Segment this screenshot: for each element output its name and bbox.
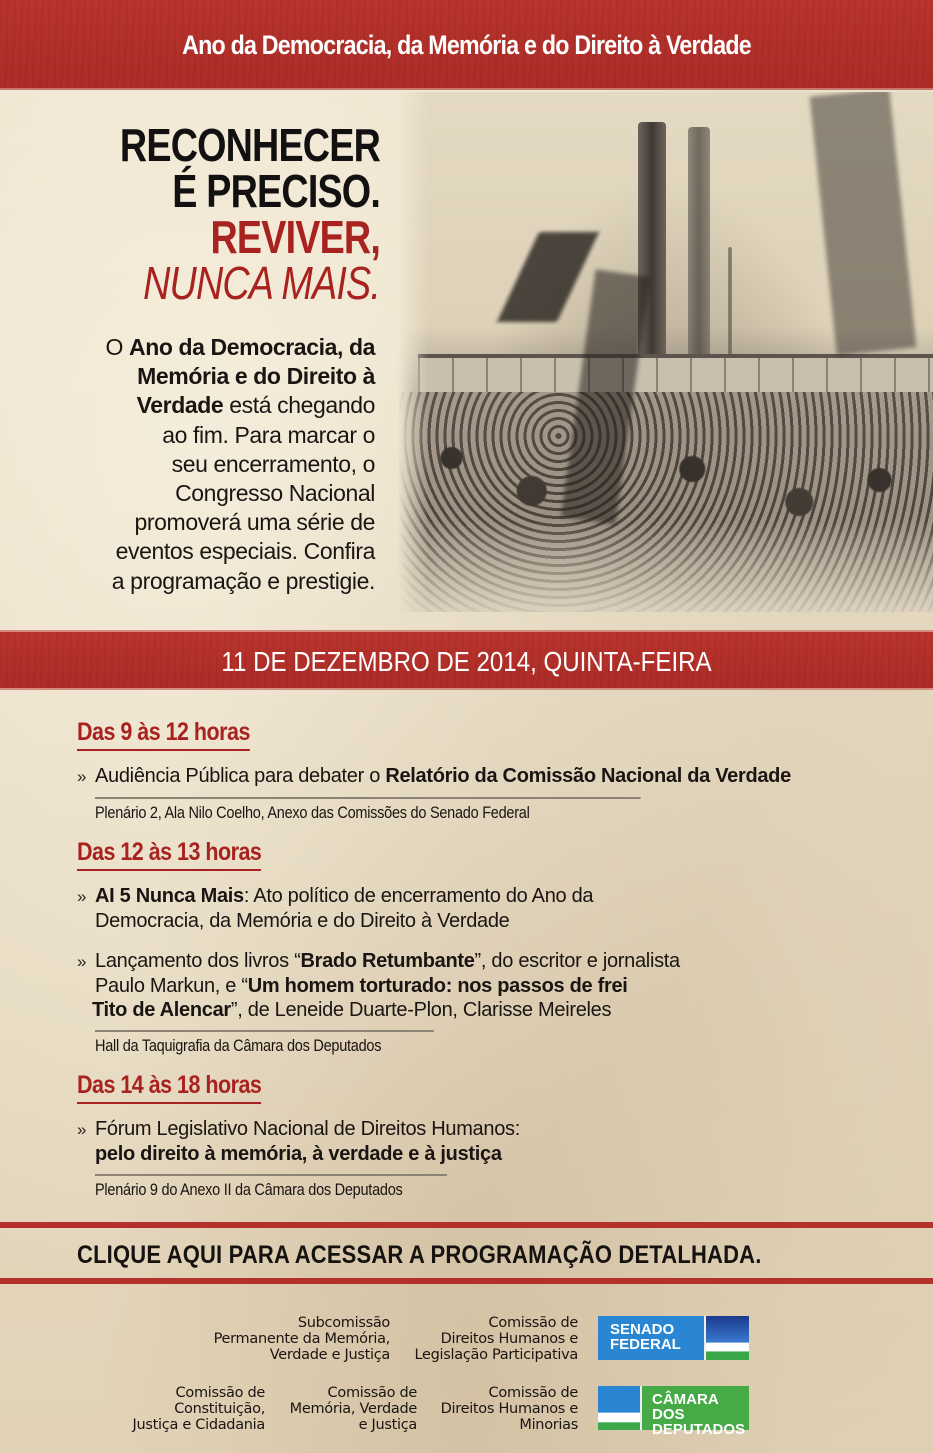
intro-text: seu encerramento, o	[171, 450, 375, 477]
item-text-bold: pelo direito à memória, à verdade e à justiça	[95, 1143, 502, 1165]
intro-text: O	[105, 334, 130, 360]
item-text-bold: Brado Retumbante	[300, 950, 475, 972]
org-line: Legislação Participativa	[414, 1347, 578, 1363]
senado-federal-logo	[598, 1316, 749, 1360]
flag-pole	[728, 247, 732, 362]
org-memoria-verdade	[290, 1385, 417, 1433]
intro-text: promoverá uma série de	[134, 509, 375, 536]
intro-bold: Verdade	[136, 392, 224, 419]
flag-shape	[497, 232, 599, 322]
detailed-program-link[interactable]: CLIQUE AQUI PARA ACESSAR A PROGRAMAÇÃO DETALHADA.	[77, 1241, 762, 1269]
headline-line-4: NUNCA MAIS.	[143, 257, 380, 309]
org-line: e Justiça	[358, 1417, 417, 1433]
org-line: Memória, Verdade	[289, 1401, 417, 1417]
protest-photo	[398, 92, 933, 612]
org-line: Comissão de	[488, 1385, 578, 1401]
photo-fade	[398, 522, 933, 612]
intro-text: Congresso Nacional	[175, 480, 375, 507]
org-line: Subcomissão	[297, 1315, 390, 1331]
schedule-item	[77, 1117, 520, 1166]
header-band	[0, 0, 933, 90]
time-slot-heading: Das 14 às 18 horas	[77, 1071, 261, 1104]
bullet-icon: »	[77, 767, 87, 786]
org-ccj	[133, 1385, 265, 1433]
camara-deputados-logo	[598, 1386, 749, 1438]
intro-text: está chegando	[223, 392, 375, 419]
schedule-item	[77, 949, 680, 1022]
org-line: Comissão de	[488, 1315, 578, 1331]
event-location: Hall da Taquigrafia da Câmara dos Deputados	[95, 1030, 434, 1056]
senado-logo-text	[598, 1316, 704, 1360]
item-text-bold: AI 5 Nunca Mais	[95, 885, 244, 907]
congress-building	[418, 354, 933, 392]
flag-shape-right	[810, 92, 917, 355]
org-subcomissao-memoria	[214, 1315, 390, 1363]
item-text: ”, de Leneide Duarte-Plon, Clarisse Meireles	[230, 999, 612, 1021]
intro-text: eventos especiais. Confira	[115, 538, 375, 565]
bullet-icon: »	[77, 887, 87, 906]
intro-bold: Memória e do Direito à	[137, 363, 375, 390]
bullet-icon: »	[77, 952, 87, 971]
intro-paragraph	[40, 333, 375, 596]
senado-dome-icon	[704, 1316, 749, 1360]
header-title: Ano da Democracia, da Memória e do Direito à Verdade	[182, 30, 751, 60]
org-line: Constituição,	[174, 1401, 265, 1417]
org-line: Permanente da Memória,	[213, 1331, 390, 1347]
headline	[60, 119, 380, 309]
org-line: Verdade e Justiça	[269, 1347, 390, 1363]
org-line: Direitos Humanos e	[440, 1401, 578, 1417]
org-line: Direitos Humanos e	[440, 1331, 578, 1347]
item-text: Lançamento dos livros “	[95, 950, 301, 972]
senado-logo-line: FEDERAL	[610, 1336, 681, 1353]
intro-text: ao fim. Para marcar o	[162, 421, 375, 448]
item-text: : Ato político de encerramento do Ano da	[243, 885, 594, 907]
camara-tower-icon	[598, 1386, 642, 1430]
org-line: Justiça e Cidadania	[132, 1417, 265, 1433]
time-slot-heading: Das 12 às 13 horas	[77, 838, 261, 871]
org-line: Comissão de	[327, 1385, 417, 1401]
camara-logo-line: DEPUTADOS	[652, 1421, 746, 1438]
camara-logo-text	[642, 1386, 749, 1438]
headline-line-3: REVIVER,	[210, 211, 380, 263]
event-location: Plenário 9 do Anexo II da Câmara dos Deputados	[95, 1174, 447, 1200]
senado-logo-line: SENADO	[610, 1321, 675, 1338]
item-text: Audiência Pública para debater o	[95, 765, 386, 787]
headline-line-2: É PRECISO.	[172, 165, 380, 217]
cta-bar[interactable]	[0, 1222, 933, 1284]
headline-line-1: RECONHECER	[119, 119, 380, 171]
org-line: Comissão de	[175, 1385, 265, 1401]
item-text: ”, do escritor e jornalista	[474, 950, 680, 972]
schedule-item	[77, 764, 791, 789]
item-text: Democracia, da Memória e do Direito à Verdade	[95, 910, 510, 932]
congress-tower-right	[688, 127, 710, 362]
item-text-bold: Relatório da Comissão Nacional da Verdade	[385, 765, 791, 787]
bullet-icon: »	[77, 1120, 87, 1139]
item-text-bold: Tito de Alencar	[92, 999, 231, 1021]
event-date: 11 DE DEZEMBRO DE 2014, QUINTA-FEIRA	[221, 646, 712, 677]
org-cdh-legislacao	[414, 1315, 578, 1363]
item-text: Paulo Markun, e “	[95, 975, 248, 997]
item-text-bold: Um homem torturado: nos passos de frei	[247, 975, 628, 997]
schedule-item	[77, 884, 593, 933]
date-band	[0, 630, 933, 690]
camara-logo-line: CÂMARA DOS	[652, 1391, 719, 1423]
org-cdh-minorias	[441, 1385, 578, 1433]
time-slot-heading: Das 9 às 12 horas	[77, 718, 250, 751]
intro-bold: Ano da Democracia, da	[129, 334, 375, 360]
item-text: Fórum Legislativo Nacional de Direitos Humanos:	[95, 1118, 520, 1140]
org-line: Minorias	[519, 1417, 578, 1433]
intro-text: a programação e prestigie.	[111, 567, 375, 594]
event-location: Plenário 2, Ala Nilo Coelho, Anexo das Comissões do Senado Federal	[95, 797, 641, 823]
